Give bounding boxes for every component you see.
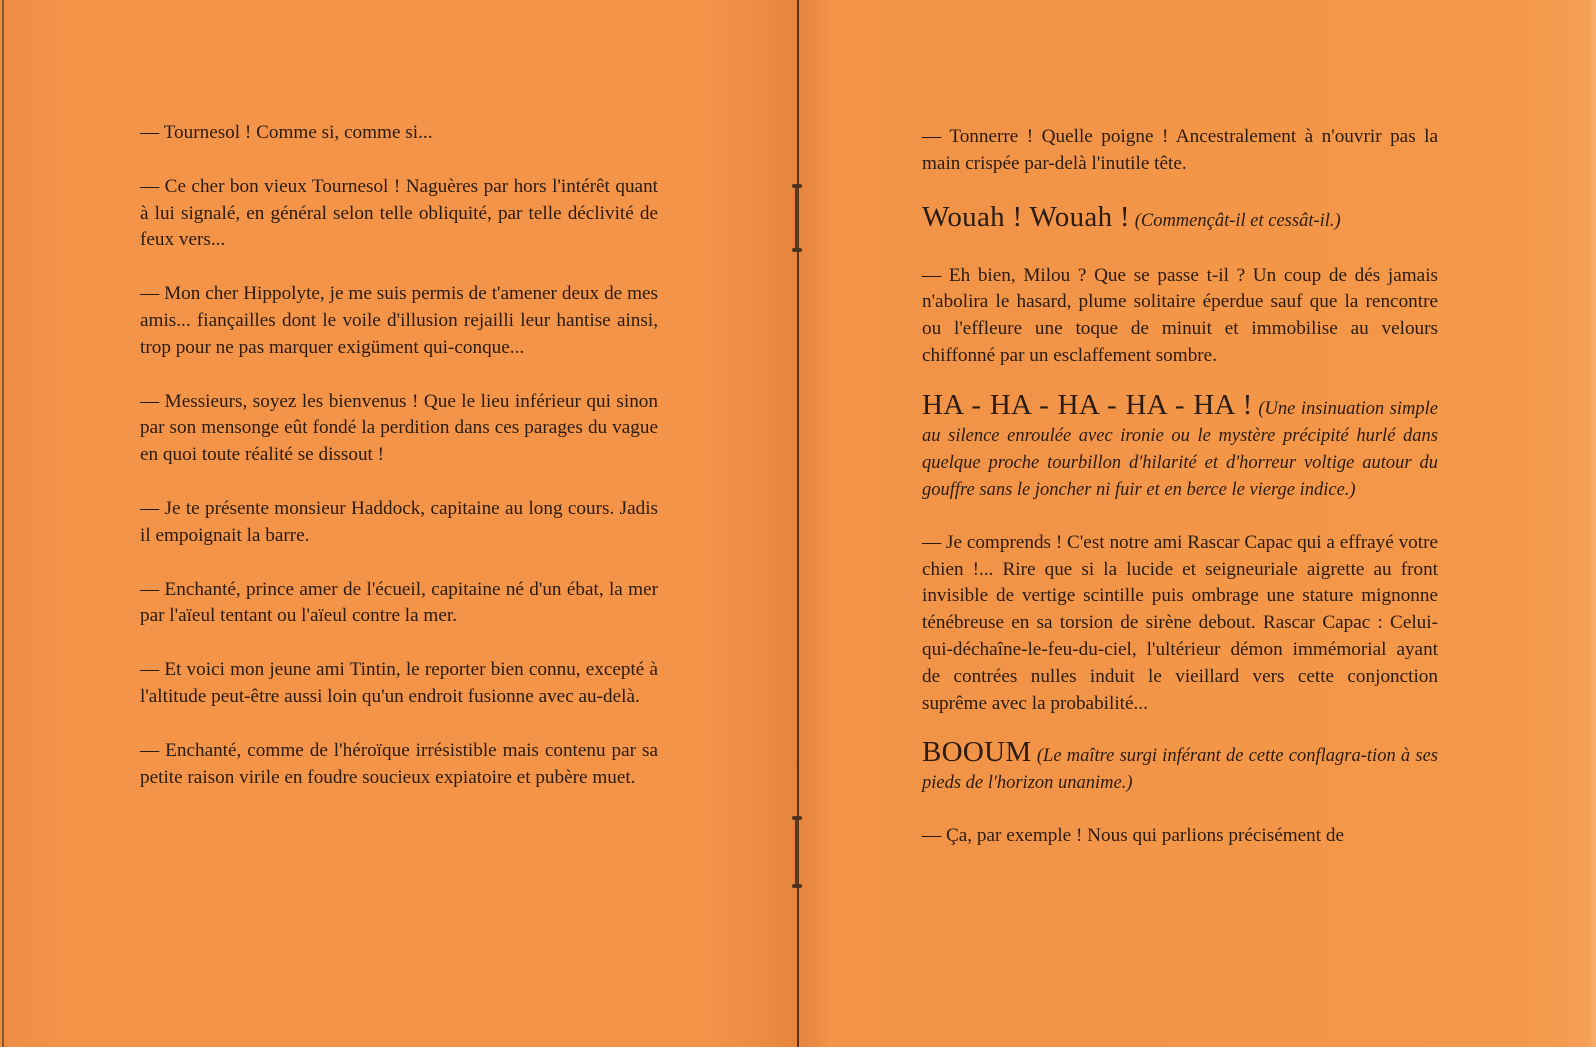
dialogue-paragraph: — Tournesol ! Comme si, comme si... (140, 122, 433, 143)
dialogue-paragraph: — Je te présente monsieur Haddock, capitaine au long cours. Jadis il empoignait la barre. (140, 497, 658, 546)
dialogue-paragraph: — Ça, par exemple ! Nous qui parlions précisément de (922, 825, 1345, 847)
dialogue-paragraph: — Eh bien, Milou ? Que se passe t-il ? Un coup de dés jamais n'abolira le hasard, plume solitaire éperdue sauf que la rencontre ou l'effleure une toque de minuit et immobilise au velours chiffonné par un esclaffement sombre. (922, 264, 1438, 366)
right-page (798, 0, 1596, 1047)
dialogue-paragraph: — Tonnerre ! Quelle poigne ! Ancestralement à n'ouvrir pas la main crispée par-delà l'inutile tête. (922, 126, 1438, 174)
staple-icon (795, 186, 799, 250)
dialogue-paragraph: — Et voici mon jeune ami Tintin, le reporter bien connu, excepté à l'altitude peut-être aussi loin qu'un endroit fusionne avec au-delà. (140, 659, 658, 707)
dialogue-paragraph: — Ce cher bon vieux Tournesol ! Naguères par hors l'intérêt quant à lui signalé, en général selon telle obliquité, par telle déclivité de feux vers... (140, 175, 658, 251)
onomatopoeia-line (922, 388, 1438, 504)
staple-icon (795, 818, 799, 886)
dialogue-paragraph: — Enchanté, comme de l'héroïque irrésistible mais contenu par sa petite raison virile en foudre soucieux expiatoire et pubère muet. (140, 739, 658, 788)
dialogue-paragraph: — Messieurs, soyez les bienvenus ! Que le lieu inférieur qui sinon par son mensonge eût fondé la perdition dans ces parages du vague en quoi toute réalité se dissout ! (140, 390, 658, 466)
onomatopoeia-line (922, 200, 1438, 235)
onomatopoeia-booum: BOOUM (922, 736, 1032, 769)
onomatopoeia-wouah: Wouah ! Wouah ! (922, 200, 1130, 233)
onomatopoeia-haha: HA - HA - HA - HA - HA ! (922, 388, 1253, 421)
left-page-text (140, 120, 658, 818)
dialogue-paragraph: — Enchanté, prince amer de l'écueil, capitaine né d'un ébat, la mer par l'aïeul tentant ou l'aïeul contre la mer. (140, 578, 658, 627)
onomatopoeia-line (922, 735, 1438, 797)
book-spine (797, 0, 799, 1047)
stage-direction: (Commençât-il et cessât-il.) (1134, 210, 1341, 231)
dialogue-paragraph: — Je comprends ! C'est notre ami Rascar Capac qui a effrayé votre chien !... Rire que si la lucide et seigneuriale aigrette au front invisible de vertige scintille puis ombrage une stature mignonne ténébreuse en sa torsion de sirène debout. Rascar Capac : Celui-qui-déchaîne-le-feu-du-ciel, l'ultérieur démon immémorial ayant de contrées nulles induit le vieillard vers cette conjonction suprême avec la probabilité... (922, 531, 1438, 714)
dialogue-paragraph: — Mon cher Hippolyte, je me suis permis de t'amener deux de mes amis... fiançailles dont le voile d'illusion rejailli leur hantise ainsi, trop pour ne pas marquer exigüment qui-conque... (140, 283, 658, 358)
stage-direction: (Le maître surgi inférant de cette conflagra-tion à ses pieds de l'horizon unanime.) (922, 746, 1439, 794)
stage-direction: (Une insinuation simple au silence enroulée avec ironie ou le mystère précipité hurlé dans quelque proche tourbillon d'hilarité et d'horreur voltige autour du gouffre sans le joncher ni fuir et en berce le vierge indice.) (922, 398, 1438, 500)
right-page-text (922, 124, 1438, 877)
page-edge (2, 0, 4, 1047)
